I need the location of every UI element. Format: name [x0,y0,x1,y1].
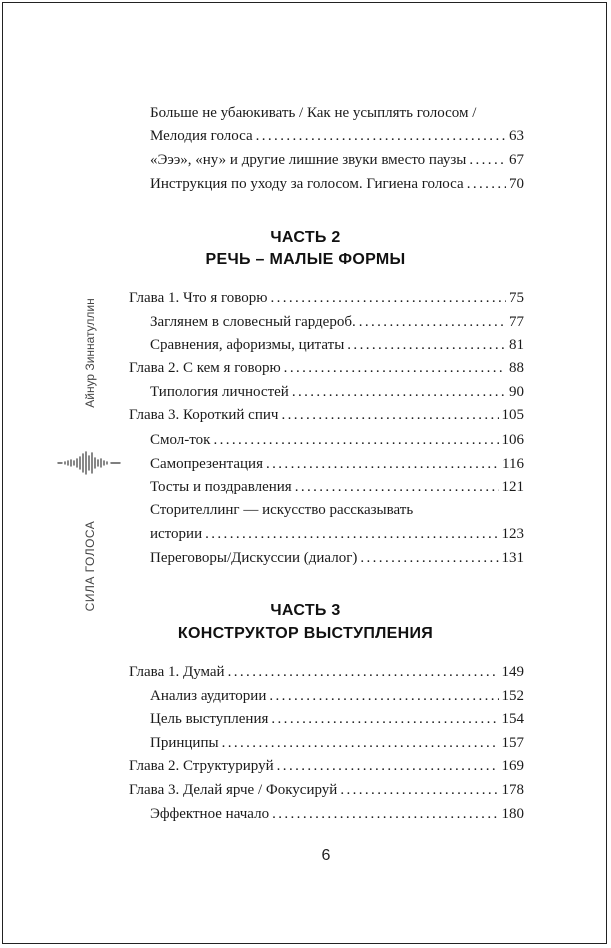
toc-entry-page: 106 [501,432,524,448]
toc-entry[interactable] [150,383,524,401]
toc-chapter[interactable] [129,406,524,424]
toc-entry-title: Мелодия голоса [150,128,253,144]
toc-entry-page: 180 [501,806,524,822]
toc-entry[interactable] [150,805,524,823]
toc-entry-title: Глава 3. Короткий спич [129,407,279,423]
toc-entry-page: 70 [509,176,524,192]
toc-entry-title: Анализ аудитории [150,688,267,704]
toc-entry-title: истории [150,526,203,542]
toc-leader-dots [213,431,498,449]
part-title: КОНСТРУКТОР ВЫСТУПЛЕНИЯ [177,625,434,642]
toc-entry-page: 149 [501,664,524,680]
toc-entry-title: Глава 3. Делай ярче / Фокусируй [129,782,338,798]
toc-leader-dots [205,525,498,543]
toc-entry-page: 152 [501,688,524,704]
toc-entry-title: Принципы [150,735,219,751]
toc-entry-title: Типология личностей [150,384,289,400]
toc-entry-title: Глава 2. Структурируй [129,758,274,774]
toc-leader-dots [347,336,506,354]
toc-entry-page: 90 [509,384,524,400]
toc-entry-title: Самопрезентация [150,456,263,472]
toc-entry-page: 169 [501,758,524,774]
sidebar-book-title: СИЛА ГОЛОСА [83,520,97,612]
toc-entry-title: Глава 1. Что я говорю [129,290,268,306]
toc-entry-page: 123 [501,526,524,542]
toc-leader-dots [228,663,499,681]
toc-leader-dots [256,127,506,145]
toc-entry-title: Цель выступления [150,711,269,727]
toc-leader-dots [281,406,498,424]
toc-entry-page: 77 [509,314,524,330]
toc-entry-intro: Больше не убаюкивать / Как не усыплять голосом / [150,105,477,121]
toc-leader-dots [295,478,499,496]
toc-leader-dots [269,687,498,705]
toc-entry-title: Заглянем в словесный гардероб. [150,314,356,330]
toc-entry-title: Глава 2. С кем я говорю [129,360,281,376]
toc-entry[interactable] [150,478,524,496]
toc-entry[interactable] [150,151,524,169]
part-label: ЧАСТЬ 3 [270,602,341,619]
toc-leader-dots [222,734,499,752]
toc-entry[interactable] [150,455,524,473]
toc-leader-dots [360,549,498,567]
toc-entry-page: 75 [509,290,524,306]
toc-entry-title: Тосты и поздравления [150,479,292,495]
toc-chapter[interactable] [129,663,524,681]
toc-entry-page: 154 [501,711,524,727]
page-number: 6 [321,847,331,864]
toc-leader-dots [272,805,498,823]
toc-entry[interactable] [150,687,524,705]
toc-entry-title: Эффектное начало [150,806,270,822]
part-title: РЕЧЬ – МАЛЫЕ ФОРМЫ [205,251,406,268]
toc-leader-dots [266,455,499,473]
sidebar-author: Айнур Зиннатуллин [83,298,97,408]
toc-entry-page: 178 [501,782,524,798]
toc-entry-page: 81 [509,337,524,353]
toc-leader-dots [277,757,499,775]
toc-leader-dots [271,710,498,728]
part-label: ЧАСТЬ 2 [270,229,341,246]
toc-entry[interactable] [150,431,524,449]
toc-entry-page: 131 [501,550,524,566]
toc-entry-title: «Эээ», «ну» и другие лишние звуки вместо паузы [150,152,467,168]
toc-entry[interactable] [150,127,524,145]
toc-entry-page: 157 [501,735,524,751]
toc-chapter[interactable] [129,359,524,377]
toc-chapter[interactable] [129,289,524,307]
toc-leader-dots [359,313,506,331]
toc-entry-title: Смол-ток [150,432,211,448]
toc-entry-page: 63 [509,128,524,144]
toc-entry-page: 116 [502,456,524,472]
toc-entry-page: 88 [509,360,524,376]
toc-chapter[interactable] [129,781,524,799]
toc-entry[interactable] [150,734,524,752]
toc-entry[interactable] [150,313,524,331]
toc-entry-page: 105 [501,407,524,423]
toc-leader-dots [270,289,506,307]
soundwave-icon [56,450,122,476]
toc-entry-page: 121 [501,479,524,495]
toc-leader-dots [284,359,506,377]
toc-entry-title: Инструкция по уходу за голосом. Гигиена голоса [150,176,464,192]
toc-entry[interactable] [150,175,524,193]
toc-entry[interactable] [150,549,524,567]
toc-chapter[interactable] [129,757,524,775]
toc-entry[interactable] [150,525,524,543]
toc-entry[interactable] [150,336,524,354]
toc-entry-title: Переговоры/Дискуссии (диалог) [150,550,358,566]
toc-leader-dots [292,383,506,401]
toc-entry-title: Глава 1. Думай [129,664,225,680]
toc-entry-title: Сравнения, афоризмы, цитаты [150,337,345,353]
toc-leader-dots [469,151,506,169]
toc-leader-dots [467,175,506,193]
toc-entry[interactable] [150,710,524,728]
toc-leader-dots [340,781,498,799]
toc-entry-page: 67 [509,152,524,168]
toc-entry-intro: Сторителлинг — искусство рассказывать [150,502,414,518]
